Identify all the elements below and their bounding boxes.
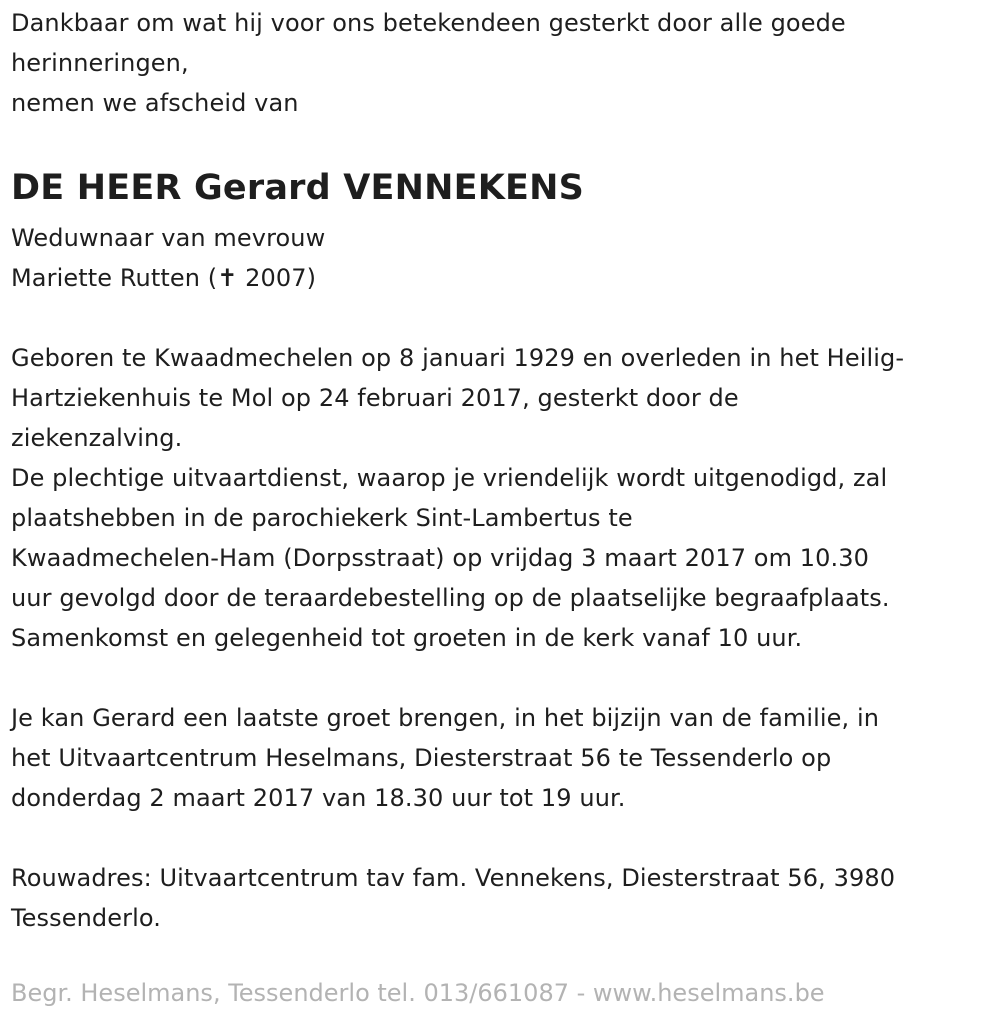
obituary-notice (11, 3, 996, 938)
intro-line: Dankbaar om wat hij voor ons betekendeen gesterkt door alle goede (11, 9, 846, 37)
spouse-line: Weduwnaar van mevrouw (11, 224, 326, 252)
paragraph-line: Hartziekenhuis te Mol op 24 februari 2017, gesterkt door de (11, 384, 739, 412)
paragraph-line: Samenkomst en gelegenheid tot groeten in de kerk vanaf 10 uur. (11, 624, 803, 652)
birth-death-and-funeral-paragraph (11, 338, 996, 658)
paragraph-line: De plechtige uitvaartdienst, waarop je vriendelijk wordt uitgenodigd, zal (11, 464, 888, 492)
paragraph-line: het Uitvaartcentrum Heselmans, Diesterstraat 56 te Tessenderlo op (11, 744, 832, 772)
funeral-home-footer: Begr. Heselmans, Tessenderlo tel. 013/661087 - www.heselmans.be (11, 979, 825, 1007)
intro-line: herinneringen, (11, 49, 189, 77)
paragraph-line: uur gevolgd door de teraardebestelling op de plaatselijke begraafplaats. (11, 584, 890, 612)
spouse-info (11, 218, 996, 298)
visitation-paragraph (11, 698, 996, 818)
spouse-line: Mariette Rutten (✝ 2007) (11, 264, 317, 292)
paragraph-line: donderdag 2 maart 2017 van 18.30 uur tot 19 uur. (11, 784, 626, 812)
intro-line: nemen we afscheid van (11, 89, 299, 117)
paragraph-line: ziekenzalving. (11, 424, 183, 452)
mourning-address (11, 858, 996, 938)
paragraph-line: plaatshebben in de parochiekerk Sint-Lambertus te (11, 504, 633, 532)
deceased-name: DE HEER Gerard VENNEKENS (11, 168, 585, 208)
paragraph-line: Kwaadmechelen-Ham (Dorpsstraat) op vrijdag 3 maart 2017 om 10.30 (11, 544, 869, 572)
paragraph-line: Je kan Gerard een laatste groet brengen, in het bijzijn van de familie, in (11, 704, 880, 732)
address-line: Rouwadres: Uitvaartcentrum tav fam. Vennekens, Diesterstraat 56, 3980 (11, 864, 896, 892)
paragraph-line: Geboren te Kwaadmechelen op 8 januari 1929 en overleden in het Heilig- (11, 344, 905, 372)
intro-text (11, 3, 996, 123)
address-line: Tessenderlo. (11, 904, 161, 932)
